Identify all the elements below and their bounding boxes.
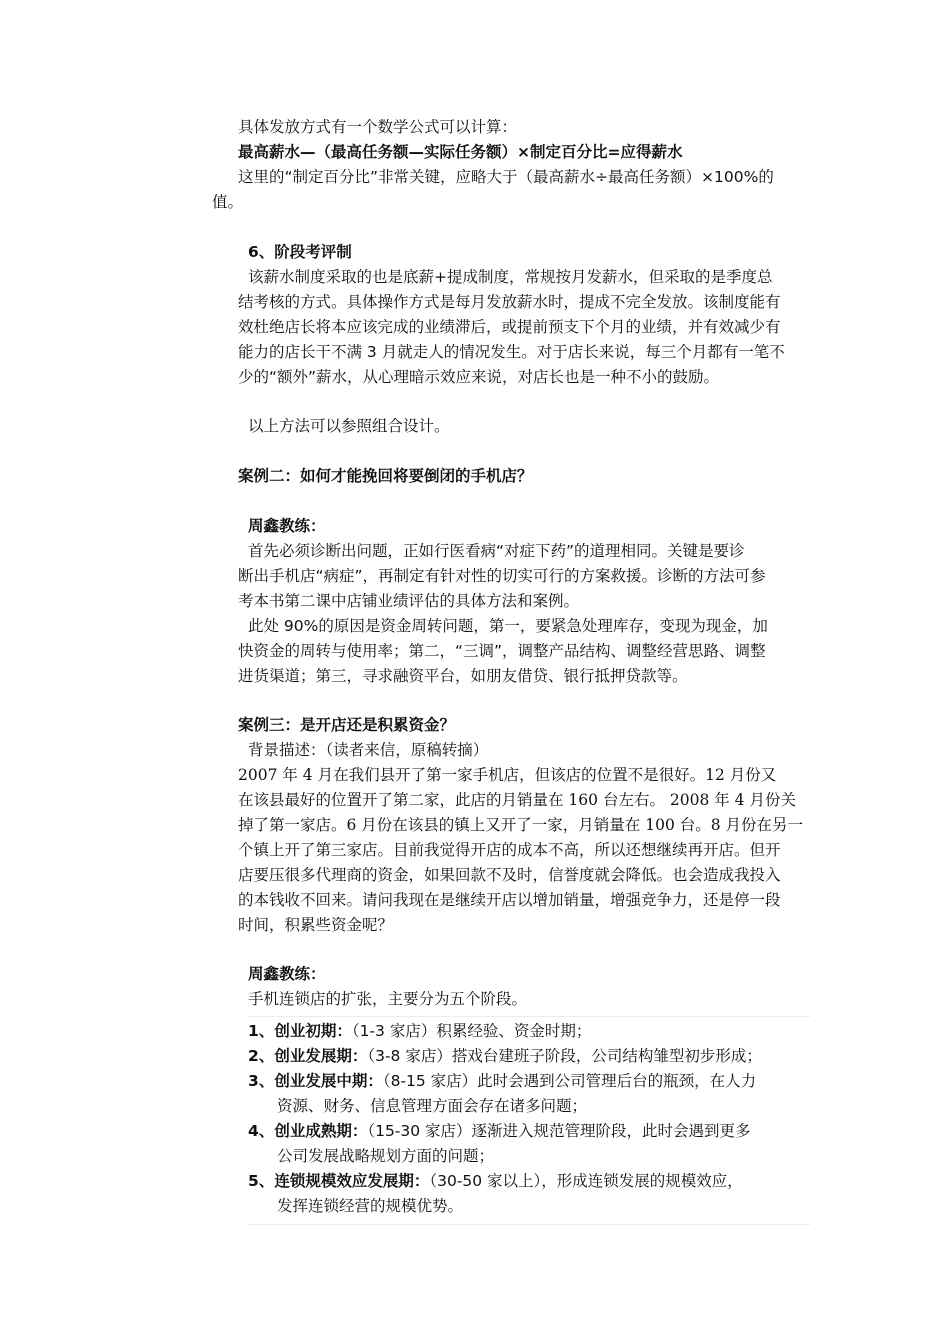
stage-desc: （3-8 家店）搭戏台建班子阶段，公司结构雏型初步形成； [367, 1047, 762, 1065]
salary-formula: 最高薪水—（最高任务额—实际任务额）×制定百分比=应得薪水 [238, 143, 683, 161]
stage-item-3: 3、创业发展中期：（8-15 家店）此时会遇到公司管理后台的瓶颈，在人力 [248, 1072, 757, 1090]
stage-item-5-continued: 发挥连锁经营的规模优势。 [277, 1197, 464, 1215]
paragraph-five-stages: 手机连锁店的扩张，主要分为五个阶段。 [248, 990, 528, 1008]
stage-title: 创业发展中期： [274, 1072, 383, 1090]
expansion-stages-list [248, 1016, 810, 1225]
paragraph-quarterly-line: 少的“额外”薪水，从心理暗示效应来说，对店长也是一种不小的鼓励。 [238, 368, 720, 386]
coach-label: 周鑫教练： [248, 965, 326, 983]
paragraph-funds-line: 快资金的周转与使用率；第二，“三调”，调整产品结构、调整经营思路、调整 [238, 642, 766, 660]
stage-title: 创业初期： [274, 1022, 352, 1040]
reader-letter-line: 2007 年 4 月在我们县开了第一家手机店，但该店的位置不是很好。12 月份又 [238, 766, 777, 784]
stage-item-4-continued: 公司发展战略规划方面的问题； [277, 1147, 495, 1165]
stage-title: 创业发展期： [274, 1047, 368, 1065]
stage-desc: （30-50 家以上），形成连锁发展的规模效应， [429, 1172, 743, 1190]
reader-letter-line: 在该县最好的位置开了第二家，此店的月销量在 160 台左右。 2008 年 4 月份关 [238, 791, 796, 809]
paragraph-funds-line: 进货渠道；第三，寻求融资平台，如朋友借贷、银行抵押贷款等。 [238, 667, 688, 685]
paragraph-percentage-line: 这里的“制定百分比”非常关键，应略大于（最高薪水÷最高任务额）×100%的 [238, 168, 774, 186]
reader-letter-line: 的本钱收不回来。请问我现在是继续开店以增加销量，增强竞争力，还是停一段 [238, 891, 781, 909]
paragraph-formula-intro: 具体发放方式有一个数学公式可以计算： [238, 118, 518, 136]
paragraph-quarterly-line: 结考核的方式。具体操作方式是每月发放薪水时，提成不完全发放。该制度能有 [238, 293, 781, 311]
stage-desc: （8-15 家店）此时会遇到公司管理后台的瓶颈，在人力 [382, 1072, 757, 1090]
case-two-title: 案例二：如何才能挽回将要倒闭的手机店？ [238, 467, 533, 485]
reader-letter-line: 店要压很多代理商的资金，如果回款不及时，信誉度就会降低。也会造成我投入 [238, 866, 781, 884]
paragraph-quarterly-line: 该薪水制度采取的也是底薪+提成制度，常规按月发薪水，但采取的是季度总 [248, 268, 773, 286]
stage-item-4: 4、创业成熟期：（15-30 家店）逐渐进入规范管理阶段，此时会遇到更多 [248, 1122, 751, 1140]
paragraph-funds-line: 此处 90%的原因是资金周转问题，第一，要紧急处理库存，变现为现金，加 [248, 617, 768, 635]
paragraph-quarterly-line: 能力的店长干不满 3 月就走人的情况发生。对于店长来说，每三个月都有一笔不 [238, 343, 785, 361]
stage-item-3-continued: 资源、财务、信息管理方面会存在诸多问题； [277, 1097, 588, 1115]
stage-title: 连锁规模效应发展期： [274, 1172, 430, 1190]
stage-title: 创业成熟期： [274, 1122, 368, 1140]
reader-letter-line: 掉了第一家店。6 月份在该县的镇上又开了一家，月销量在 100 台。8 月份在另一 [238, 816, 804, 834]
background-description: 背景描述：（读者来信，原稿转摘） [248, 741, 489, 759]
reader-letter-line: 个镇上开了第三家店。目前我觉得开店的成本不高，所以还想继续再开店。但开 [238, 841, 781, 859]
case-three-title: 案例三：是开店还是积累资金？ [238, 716, 456, 734]
stage-desc: （1-3 家店）积累经验、资金时期； [351, 1022, 592, 1040]
paragraph-diagnosis-line: 断出手机店“病症”，再制定有针对性的切实可行的方案救援。诊断的方法可参 [238, 567, 766, 585]
stage-item-5: 5、连锁规模效应发展期：（30-50 家以上），形成连锁发展的规模效应， [248, 1172, 743, 1190]
reader-letter-line: 时间，积累些资金呢？ [238, 916, 394, 934]
paragraph-diagnosis-line: 考本书第二课中店铺业绩评估的具体方法和案例。 [238, 592, 580, 610]
paragraph-combination: 以上方法可以参照组合设计。 [248, 417, 450, 435]
section-heading-6: 6、阶段考评制 [248, 243, 352, 261]
stage-item-2: 2、创业发展期：（3-8 家店）搭戏台建班子阶段，公司结构雏型初步形成； [248, 1047, 762, 1065]
stage-desc: （15-30 家店）逐渐进入规范管理阶段，此时会遇到更多 [367, 1122, 751, 1140]
paragraph-quarterly-line: 效杜绝店长将本应该完成的业绩滞后，或提前预支下个月的业绩，并有效减少有 [238, 318, 781, 336]
coach-label: 周鑫教练： [248, 517, 326, 535]
stage-item-1: 1、创业初期：（1-3 家店）积累经验、资金时期； [248, 1022, 592, 1040]
paragraph-diagnosis-line: 首先必须诊断出问题，正如行医看病“对症下药”的道理相同。关键是要诊 [248, 542, 745, 560]
paragraph-percentage-line: 值。 [212, 193, 244, 211]
